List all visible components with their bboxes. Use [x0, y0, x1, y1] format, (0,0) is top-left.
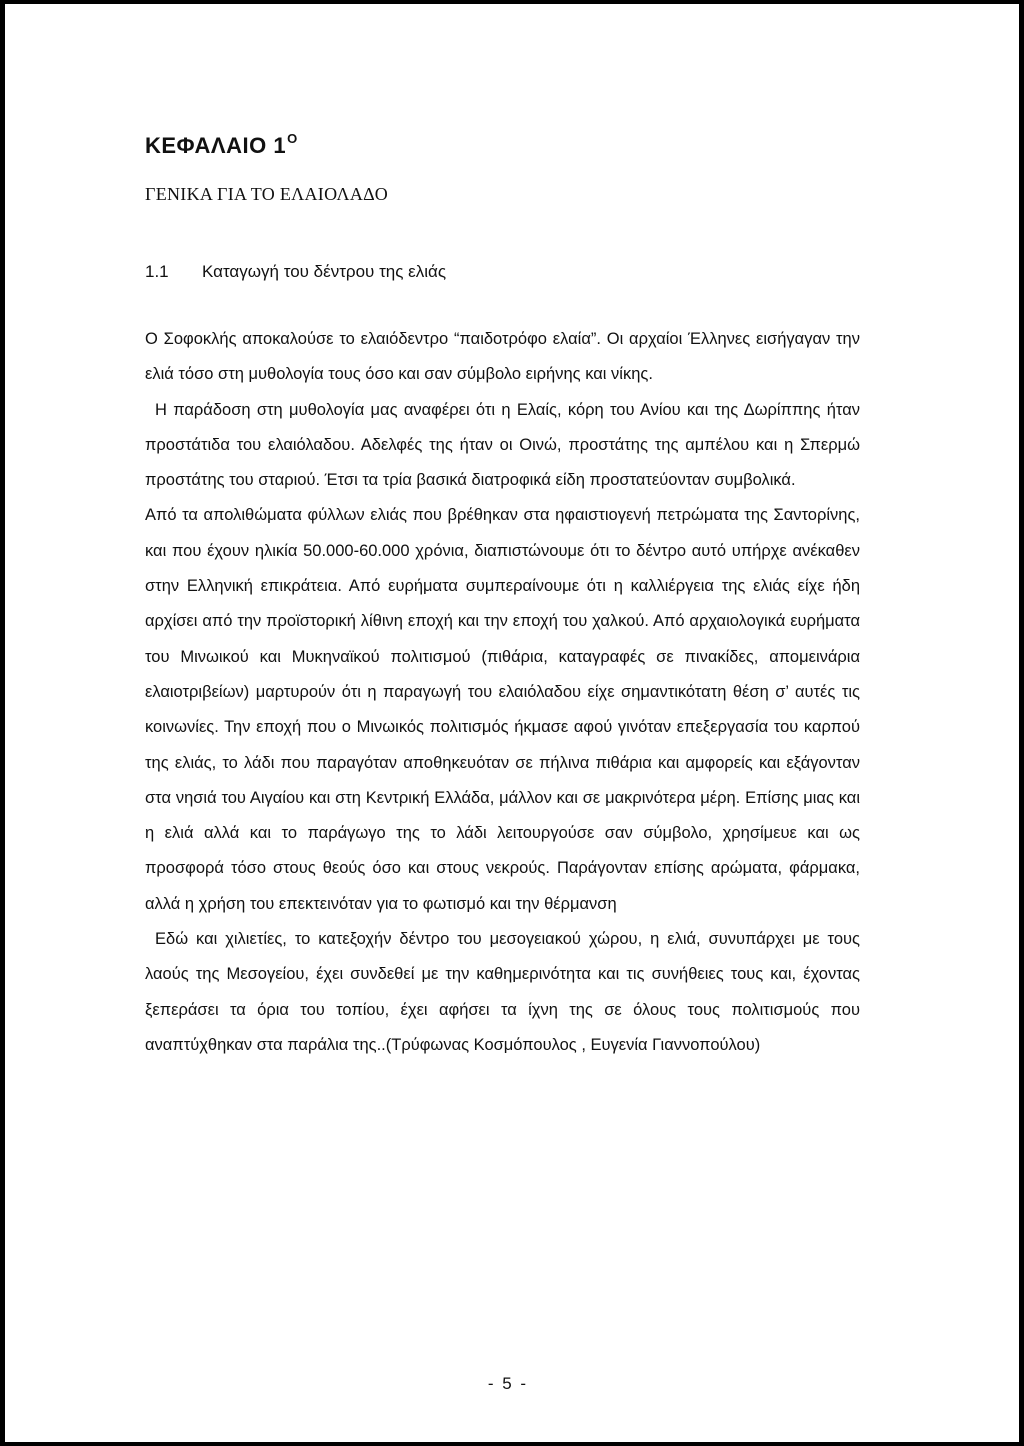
section-number: 1.1: [145, 262, 169, 281]
paragraph-3: Από τα απολιθώματα φύλλων ελιάς που βρέθηκαν στα ηφαιστιογενή πετρώματα της Σαντορίνης, και που έχουν ηλικία 50.000-60.000 χρόνια, διαπιστώνουμε ότι το δέντρο αυτό υπήρχε ανέκαθεν στην Ελληνική επικράτεια. Από ευρήματα συμπεραίνουμε ότι η καλλιέργεια της ελιάς είχε ήδη αρχίσει από την προϊστορική λίθινη εποχή και την εποχή του χαλκού. Από αρχαιολογικά ευρήματα του Μινωικού και Μυκηναϊκού πολιτισμού (πιθάρια, καταγραφές σε πινακίδες, απομεινάρια ελαιοτριβείων) μαρτυρούν ότι η παραγωγή του ελαιόλαδου είχε σημαντικότατη θέση σ’ αυτές τις κοινωνίες. Την εποχή που ο Μινωικός πολιτισμός ήκμασε αφού γινόταν επεξεργασία του καρπού της ελιάς, το λάδι που παραγόταν αποθηκευόταν σε πήλινα πιθάρια και αμφορείς και εξάγονταν στα νησιά του Αιγαίου και στη Κεντρική Ελλάδα, μάλλον και σε μακρινότερα μέρη. Επίσης μιας και η ελιά αλλά και το παράγωγο της το λάδι λειτουργούσε σαν σύμβολο, χρησίμευε και ως προσφορά τόσο στους θεούς όσο και στους νεκρούς. Παράγονταν επίσης αρώματα, φάρμακα, αλλά η χρήση του επεκτεινόταν για το φωτισμό και την θέρμανση: [145, 506, 860, 913]
section-title: Καταγωγή του δέντρου της ελιάς: [202, 262, 447, 281]
chapter-title-superscript: Ο: [287, 131, 298, 146]
paragraph-1: Ο Σοφοκλής αποκαλούσε το ελαιόδεντρο “παιδοτρόφο ελαία”. Οι αρχαίοι Έλληνες εισήγαγαν την ελιά τόσο στη μυθολογία τους όσο και σαν σύμβολο ειρήνης και νίκης.: [145, 330, 860, 384]
section-heading: [145, 262, 446, 282]
page-number: - 5 -: [487, 1374, 529, 1393]
chapter-subtitle: ΓΕΝΙΚΑ ΓΙΑ ΤΟ ΕΛΑΙΟΛΑΔΟ: [145, 184, 389, 204]
document-page: [5, 4, 1019, 1442]
paragraph-4: Εδώ και χιλιετίες, το κατεξοχήν δέντρο του μεσογειακού χώρου, η ελιά, συνυπάρχει με τους λαούς της Μεσογείου, έχει συνδεθεί με την καθημερινότητα και τις συνήθειες τους και, έχοντας ξεπεράσει τα όρια του τοπίου, έχει αφήσει τα ίχνη της σε όλους τους πολιτισμούς που αναπτύχθηκαν στα παράλια της..(Τρύφωνας Κοσμόπουλος , Ευγενία Γιαννοπούλου): [145, 930, 860, 1054]
chapter-title: [145, 131, 298, 159]
body-text: [145, 322, 860, 1063]
paragraph-2: Η παράδοση στη μυθολογία μας αναφέρει ότι η Ελαίς, κόρη του Ανίου και της Δωρίππης ήταν προστάτιδα του ελαιόλαδου. Αδελφές της ήταν οι Οινώ, προστάτης της αμπέλου και η Σπερμώ προστάτης του σταριού. Έτσι τα τρία βασικά διατροφικά είδη προστατεύονταν συμβολικά.: [145, 400, 860, 490]
chapter-title-text: ΚΕΦΑΛΑΙΟ 1: [145, 133, 287, 158]
